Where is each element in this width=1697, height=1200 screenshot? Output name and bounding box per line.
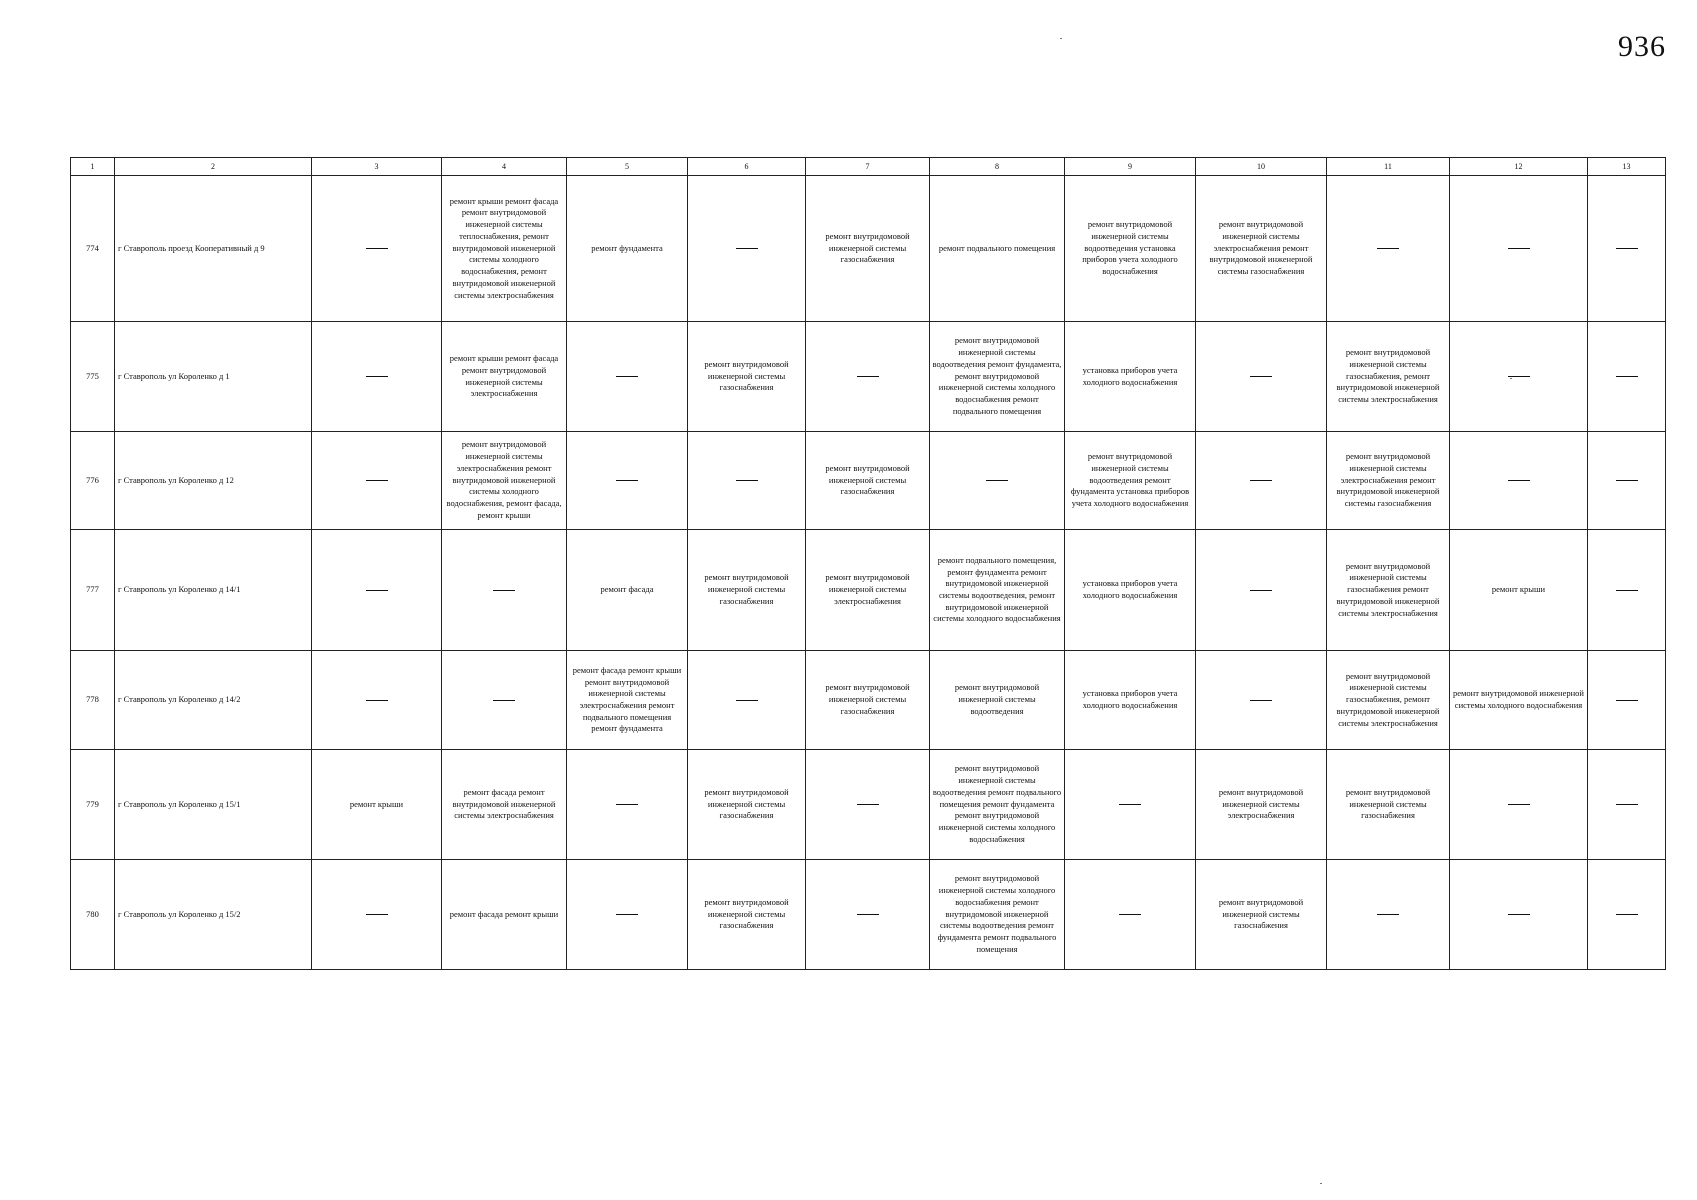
empty-dash: [616, 804, 638, 805]
address-cell: г Ставрополь ул Короленко д 1: [115, 322, 312, 432]
table-row: [71, 530, 1666, 651]
empty-dash: [366, 700, 388, 701]
header-row: [71, 158, 1666, 176]
empty-dash: [1377, 914, 1399, 915]
row-number-cell: 778: [71, 651, 115, 750]
empty-dash: [1250, 590, 1272, 591]
empty-dash: [366, 248, 388, 249]
work-cell-col-6: ремонт внутридомовой инженерной системы газоснабжения: [688, 750, 806, 860]
work-cell-col-3: [312, 651, 442, 750]
work-cell-col-7: ремонт внутридомовой инженерной системы газоснабжения: [806, 432, 930, 530]
work-cell-col-5: [567, 322, 688, 432]
work-cell-col-4: ремонт крыши ремонт фасада ремонт внутридомовой инженерной системы теплоснабжения, ремонт внутридомовой инженерной системы холодного водоснабжения, ремонт внутридомовой инженерной системы электроснабжения: [442, 176, 567, 322]
work-cell-col-7: ремонт внутридомовой инженерной системы газоснабжения: [806, 651, 930, 750]
work-cell-col-6: ремонт внутридомовой инженерной системы газоснабжения: [688, 860, 806, 970]
empty-dash: [986, 480, 1008, 481]
work-cell-col-8: ремонт внутридомовой инженерной системы водоотведения: [930, 651, 1065, 750]
table-row: [71, 432, 1666, 530]
work-cell-col-13: [1588, 750, 1666, 860]
empty-dash: [736, 480, 758, 481]
work-cell-col-12: ремонт крыши: [1450, 530, 1588, 651]
column-header-2: 2: [115, 158, 312, 176]
empty-dash: [1250, 376, 1272, 377]
empty-dash: [493, 590, 515, 591]
empty-dash: [1508, 480, 1530, 481]
work-cell-col-13: [1588, 176, 1666, 322]
work-cell-col-10: [1196, 322, 1327, 432]
table-row: [71, 750, 1666, 860]
work-cell-col-5: [567, 750, 688, 860]
column-header-13: 13: [1588, 158, 1666, 176]
empty-dash: [1616, 700, 1638, 701]
work-cell-col-13: [1588, 322, 1666, 432]
work-cell-col-4: [442, 530, 567, 651]
address-cell: г Ставрополь ул Короленко д 14/2: [115, 651, 312, 750]
work-cell-col-10: ремонт внутридомовой инженерной системы электроснабжения ремонт внутридомовой инженерной системы газоснабжения: [1196, 176, 1327, 322]
work-cell-col-3: [312, 176, 442, 322]
repair-schedule-table: [70, 157, 1666, 970]
empty-dash: [857, 914, 879, 915]
work-cell-col-5: ремонт фасада: [567, 530, 688, 651]
empty-dash: [736, 248, 758, 249]
work-cell-col-11: ремонт внутридомовой инженерной системы газоснабжения, ремонт внутридомовой инженерной системы электроснабжения: [1327, 322, 1450, 432]
work-cell-col-13: [1588, 432, 1666, 530]
work-cell-col-5: [567, 432, 688, 530]
column-header-8: 8: [930, 158, 1065, 176]
work-cell-col-12: [1450, 860, 1588, 970]
empty-dash: [857, 376, 879, 377]
work-cell-col-7: [806, 860, 930, 970]
page-number: 936: [1618, 30, 1666, 63]
work-cell-col-9: [1065, 860, 1196, 970]
work-cell-col-12: [1450, 432, 1588, 530]
empty-dash: [366, 914, 388, 915]
empty-dash: [1616, 590, 1638, 591]
column-header-3: 3: [312, 158, 442, 176]
empty-dash: [1508, 376, 1530, 377]
work-cell-col-3: [312, 432, 442, 530]
column-header-9: 9: [1065, 158, 1196, 176]
empty-dash: [857, 804, 879, 805]
work-cell-col-8: ремонт внутридомовой инженерной системы водоотведения ремонт фундамента, ремонт внутридомовой инженерной системы холодного водоснабжения ремонт подвального помещения: [930, 322, 1065, 432]
empty-dash: [366, 480, 388, 481]
work-cell-col-3: ремонт крыши: [312, 750, 442, 860]
empty-dash: [1377, 248, 1399, 249]
column-header-1: 1: [71, 158, 115, 176]
empty-dash: [1119, 804, 1141, 805]
address-cell: г Ставрополь ул Короленко д 15/1: [115, 750, 312, 860]
empty-dash: [1616, 914, 1638, 915]
row-number-cell: 777: [71, 530, 115, 651]
work-cell-col-3: [312, 860, 442, 970]
column-header-4: 4: [442, 158, 567, 176]
empty-dash: [366, 376, 388, 377]
row-number-cell: 776: [71, 432, 115, 530]
work-cell-col-7: [806, 322, 930, 432]
work-cell-col-12: [1450, 176, 1588, 322]
scan-speck: [1320, 1183, 1322, 1184]
column-header-6: 6: [688, 158, 806, 176]
work-cell-col-6: [688, 176, 806, 322]
work-cell-col-7: ремонт внутридомовой инженерной системы газоснабжения: [806, 176, 930, 322]
work-cell-col-6: [688, 651, 806, 750]
work-cell-col-11: ремонт внутридомовой инженерной системы газоснабжения ремонт внутридомовой инженерной системы электроснабжения: [1327, 530, 1450, 651]
work-cell-col-4: [442, 651, 567, 750]
work-cell-col-7: ремонт внутридомовой инженерной системы электроснабжения: [806, 530, 930, 651]
empty-dash: [1616, 376, 1638, 377]
work-cell-col-6: ремонт внутридомовой инженерной системы газоснабжения: [688, 322, 806, 432]
work-cell-col-10: [1196, 651, 1327, 750]
empty-dash: [493, 700, 515, 701]
work-cell-col-8: [930, 432, 1065, 530]
empty-dash: [1508, 914, 1530, 915]
work-cell-col-9: установка приборов учета холодного водоснабжения: [1065, 651, 1196, 750]
work-cell-col-8: ремонт внутридомовой инженерной системы водоотведения ремонт подвального помещения ремонт фундамента ремонт внутридомовой инженерной системы холодного водоснабжения: [930, 750, 1065, 860]
empty-dash: [1250, 700, 1272, 701]
table-row: [71, 322, 1666, 432]
work-cell-col-6: ремонт внутридомовой инженерной системы газоснабжения: [688, 530, 806, 651]
empty-dash: [1616, 248, 1638, 249]
column-header-5: 5: [567, 158, 688, 176]
work-cell-col-11: ремонт внутридомовой инженерной системы газоснабжения: [1327, 750, 1450, 860]
row-number-cell: 775: [71, 322, 115, 432]
work-cell-col-12: ремонт внутридомовой инженерной системы холодного водоснабжения: [1450, 651, 1588, 750]
work-cell-col-8: ремонт внутридомовой инженерной системы холодного водоснабжения ремонт внутридомовой инженерной системы водоотведения ремонт фундамента ремонт подвального помещения: [930, 860, 1065, 970]
empty-dash: [616, 376, 638, 377]
work-cell-col-8: ремонт подвального помещения: [930, 176, 1065, 322]
empty-dash: [1250, 480, 1272, 481]
empty-dash: [1508, 248, 1530, 249]
work-cell-col-9: установка приборов учета холодного водоснабжения: [1065, 530, 1196, 651]
work-cell-col-13: [1588, 860, 1666, 970]
empty-dash: [1616, 804, 1638, 805]
row-number-cell: 779: [71, 750, 115, 860]
address-cell: г Ставрополь ул Короленко д 14/1: [115, 530, 312, 651]
empty-dash: [366, 590, 388, 591]
work-cell-col-4: ремонт внутридомовой инженерной системы электроснабжения ремонт внутридомовой инженерной системы холодного водоснабжения, ремонт фасада, ремонт крыши: [442, 432, 567, 530]
work-cell-col-13: [1588, 651, 1666, 750]
work-cell-col-13: [1588, 530, 1666, 651]
work-cell-col-5: ремонт фундамента: [567, 176, 688, 322]
work-cell-col-11: ремонт внутридомовой инженерной системы газоснабжения, ремонт внутридомовой инженерной системы электроснабжения: [1327, 651, 1450, 750]
work-cell-col-10: [1196, 530, 1327, 651]
empty-dash: [616, 914, 638, 915]
scan-speck: [1060, 38, 1062, 39]
work-cell-col-9: [1065, 750, 1196, 860]
empty-dash: [616, 480, 638, 481]
work-cell-col-5: ремонт фасада ремонт крыши ремонт внутридомовой инженерной системы электроснабжения ремонт подвального помещения ремонт фундамента: [567, 651, 688, 750]
work-cell-col-10: [1196, 432, 1327, 530]
work-cell-col-11: [1327, 176, 1450, 322]
empty-dash: [1616, 480, 1638, 481]
column-header-12: 12: [1450, 158, 1588, 176]
column-header-7: 7: [806, 158, 930, 176]
work-cell-col-4: ремонт фасада ремонт крыши: [442, 860, 567, 970]
work-cell-col-10: ремонт внутридомовой инженерной системы электроснабжения: [1196, 750, 1327, 860]
work-cell-col-12: [1450, 750, 1588, 860]
work-cell-col-8: ремонт подвального помещения, ремонт фундамента ремонт внутридомовой инженерной системы водоотведения, ремонт внутридомовой инженерной системы холодного водоснабжения: [930, 530, 1065, 651]
work-cell-col-9: ремонт внутридомовой инженерной системы водоотведения установка приборов учета холодного водоснабжения: [1065, 176, 1196, 322]
work-cell-col-3: [312, 530, 442, 651]
address-cell: г Ставрополь ул Короленко д 15/2: [115, 860, 312, 970]
work-cell-col-11: [1327, 860, 1450, 970]
work-cell-col-6: [688, 432, 806, 530]
empty-dash: [736, 700, 758, 701]
address-cell: г Ставрополь ул Короленко д 12: [115, 432, 312, 530]
empty-dash: [1119, 914, 1141, 915]
work-cell-col-3: [312, 322, 442, 432]
work-cell-col-5: [567, 860, 688, 970]
work-cell-col-9: установка приборов учета холодного водоснабжения: [1065, 322, 1196, 432]
address-cell: г Ставрополь проезд Кооперативный д 9: [115, 176, 312, 322]
work-cell-col-11: ремонт внутридомовой инженерной системы электроснабжения ремонт внутридомовой инженерной системы газоснабжения: [1327, 432, 1450, 530]
work-cell-col-10: ремонт внутридомовой инженерной системы газоснабжения: [1196, 860, 1327, 970]
column-header-11: 11: [1327, 158, 1450, 176]
table-row: [71, 176, 1666, 322]
work-cell-col-12: [1450, 322, 1588, 432]
column-header-10: 10: [1196, 158, 1327, 176]
table-row: [71, 651, 1666, 750]
row-number-cell: 774: [71, 176, 115, 322]
work-cell-col-7: [806, 750, 930, 860]
row-number-cell: 780: [71, 860, 115, 970]
empty-dash: [1508, 804, 1530, 805]
table-row: [71, 860, 1666, 970]
work-cell-col-4: ремонт фасада ремонт внутридомовой инженерной системы электроснабжения: [442, 750, 567, 860]
work-cell-col-4: ремонт крыши ремонт фасада ремонт внутридомовой инженерной системы электроснабжения: [442, 322, 567, 432]
work-cell-col-9: ремонт внутридомовой инженерной системы водоотведения ремонт фундамента установка приборов учета холодного водоснабжения: [1065, 432, 1196, 530]
